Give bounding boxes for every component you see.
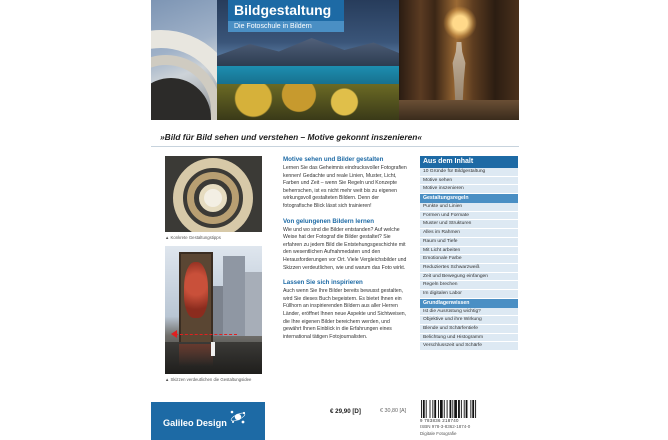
section-heading: Motive sehen und Bilder gestalten [283,156,384,163]
contents-item: Muster und Strukturen [420,220,518,229]
contents-item: Alles im Rahmen [420,229,518,238]
price-germany: € 29,90 [D] [330,408,361,415]
contents-item: Verschlusszeit und Schärfe [420,342,518,351]
isbn-barcode [420,400,510,418]
photo-caption: ▲ Skizzen verdeutlichen die Gestaltungsidee [165,377,252,382]
contents-item: Reduziertes Schwarzweiß [420,264,518,273]
blurb-column [283,156,407,348]
section-heading: Von gelungenen Bildern lernen [283,217,374,225]
section-body: Lernen Sie das Geheimnis eindrucksvoller Fotografien kennen! Gedachte und reale Linien, Muster, Licht, Farben und Zeit – wenn Sie Regeln und Konzepte beherrschen, ist es nicht mehr weit bis zu eigenen wirkungsvoll gestalteten Bildern. Denn der fotografische Blick lässt sich trainieren! [283,165,407,209]
temple-statue-photo [399,0,519,120]
fountain-face-photo [165,246,262,374]
contents-item: Regeln brechen [420,281,518,290]
contents-item: Formen und Formate [420,212,518,221]
isbn-text: ISBN 978-3-8362-1874-0 [420,424,471,429]
price-austria: € 30,80 [A] [380,408,407,414]
publisher-logo [151,402,265,440]
section-body: Wie und wo sind die Bilder entstanden? Auf welche Weise hat der Fotograf die Bilder gestaltet? Sie erfahren zu jedem Bild die Entstehungsgeschichte mit den wesentlichen Aufnahmedaten und den Herausforderungen vor Ort. Viele Vergleichsbilder und Skizzen verdeutlichen, wie und warum das Foto wirkt. [283,226,407,271]
contents-item: Emotionale Farbe [420,255,518,264]
contents-item: Mit Licht arbeiten [420,247,518,256]
category-label: Digitale Fotografie [420,431,457,436]
contents-item: Objektive und ihre Wirkung [420,316,518,325]
barcode-number: 9 783836 218740 [420,418,459,423]
contents-item: Raum und Tiefe [420,238,518,247]
section-heading: Lassen Sie sich inspirieren [283,279,363,287]
contents-item: Blende und Schärfentiefe [420,325,518,334]
contents-group-heading: Grundlagenwissen [420,299,518,308]
spiral-staircase-photo [165,156,262,232]
contents-item: Motive sehen [420,177,518,186]
tagline: »Bild für Bild sehen und verstehen – Motive gekonnt inszenieren« [160,132,423,142]
book-subtitle: Die Fotoschule in Bildern [228,21,344,32]
logo-planet-icon [229,408,247,426]
book-title: Bildgestaltung [228,0,344,21]
contents-sidebar [420,156,518,351]
publisher-name: Galileo Design [163,418,227,428]
contents-group-heading: Gestaltungsregeln [420,194,518,203]
contents-title: Aus dem Inhalt [420,156,518,168]
contents-item: Motive inszenieren [420,185,518,194]
contents-item: Zeit und Bewegung einfangen [420,273,518,282]
section-body: Auch wenn Sie Ihre Bilder bereits bewusst gestalten, wird Sie dieses Buch begeistern. Es bietet Ihnen ein Füllhorn an inspirierenden Bildern aus aller Herren Länder, eröffnet Ihnen neue Aspekte und Sichtweisen, die Ihre eigenen Bilder bereichern werden, und gewährt Ihnen Einblick in die Erfahrungen eines international tätigen Fotojournalisten. [283,288,407,340]
photo-caption: ▲ Konkrete Gestaltungstipps [165,235,221,240]
contents-item: Ist die Ausrüstung wichtig? [420,308,518,317]
contents-item: Punkte und Linien [420,203,518,212]
museum-photo [151,0,217,120]
contents-item: Belichtung und Histogramm [420,334,518,343]
contents-item: 10 Gründe für Bildgestaltung [420,168,518,177]
contents-item: Im digitalen Labor [420,290,518,299]
divider [151,146,519,147]
